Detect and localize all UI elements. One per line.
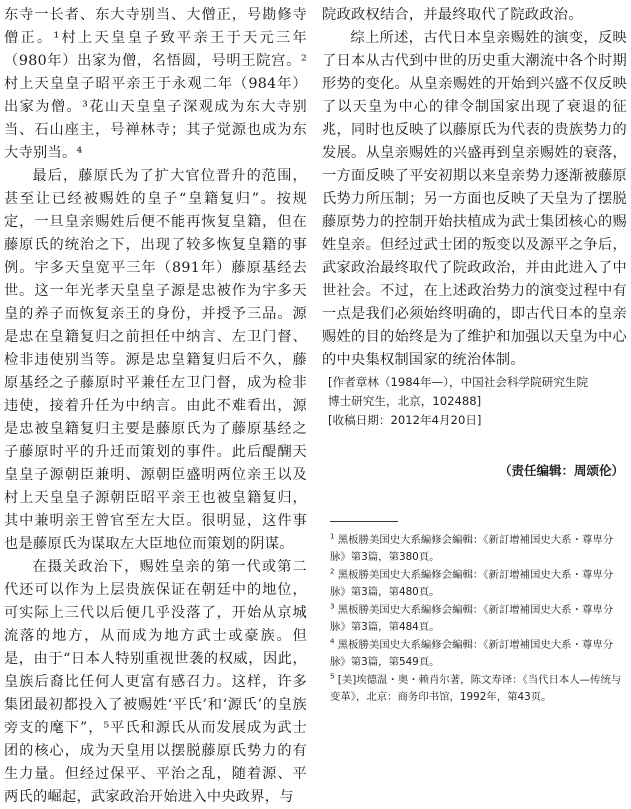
paragraph-1: 东寺一长者、东大寺别当、大僧正，号勘修寺僧正。¹村上天皇皇子致平亲王于天元三年（980年）出家为僧，名悟圆，号明王院宫。²村上天皇皇子昭平亲王于永观二年（984年）出家为僧。³花山天皇皇子深观成为东大寺别当、石山座主，号禅林寺；其子觉源也成为东大寺别当。⁴ (4, 7, 307, 161)
paragraph-4: 院政政权结合，并最终取代了院政政治。 (322, 7, 583, 23)
footnote-number: 1 (330, 532, 335, 541)
footnote-text: 黑板勝美国史大系編修会編輯：《新訂增補国史大系・尊卑分脉》第3篇，第484頁。 (330, 604, 614, 633)
right-column (322, 4, 627, 372)
paragraph-conclusion: 综上所述，古代日本皇亲赐姓的演变，反映了日本从古代到中世的历史重大潮流中各个时期形势的变化。从皇亲赐姓的开始到兴盛不仅反映了以天皇为中心的律令制国家出现了衰退的征兆，同时也反映了以藤原氏为代表的贵族势力的发展。从皇亲赐姓的兴盛再到皇亲赐姓的衰落，一方面反映了平安初期以来皇亲势力逐渐被藤原氏势力所压制；另一方面也反映了天皇为了摆脱藤原势力的控制开始扶植成为武士集团核心的赐姓皇亲。但经过武士团的叛变以及源平之争后，武家政治最终取代了院政政治，并由此进入了中世社会。不过，在上述政治势力的演变过程中有一点是我们必须始终明确的，即古代日本的皇亲赐姓的目的始终是为了维护和加强以天皇为中心的中央集权制国家的统治体制。 (322, 30, 627, 368)
received-date: [收稿日期：2012年4月20日] (328, 413, 482, 427)
footnote-1 (330, 532, 626, 565)
footnote-number: 3 (330, 602, 335, 611)
footnote-number: 2 (330, 567, 335, 576)
author-line-1: [作者章林（1984年—），中国社会科学院研究生院 (328, 375, 589, 389)
footnote-text: [美]埃德温・奥・赖肖尔著，陈文寿译：《当代日本人—传统与变革》，北京：商务印书馆，1992年，第43页。 (330, 674, 622, 703)
footnote-number: 4 (330, 637, 335, 646)
footnote-number: 5 (330, 672, 335, 681)
paragraph-3: 在摄关政治下，赐姓皇亲的第一代或第二代还可以作为上层贵族保证在朝廷中的地位，可实际上三代以后便几乎没落了，开始从京城流落的地方，从而成为地方武士或豪族。但是，由于“日本人特别重视世袭的权威，因此，皇族后裔比任何人更富有感召力。这样，许多集团最初都投入了被赐姓‘平氏’和‘源氏’的皇族旁支的麾下”，⁵平氏和源氏从而发展成为武士团的核心，成为天皇用以摆脱藤原氏势力的有生力量。但经过保平、平治之乱，随着源、平两氏的崛起，武家政治开始进入中央政界，与 (4, 559, 307, 805)
paragraph-2: 最后，藤原氏为了扩大官位晋升的范围，甚至让已经被赐姓的皇子“皇籍复归”。按规定，一旦皇亲赐姓后便不能再恢复皇籍，但在藤原氏的统治之下，出现了较多恢复皇籍的事例。宇多天皇宽平三年（891年）藤原基经去世。这一年光孝天皇皇子源是忠被作为宇多天皇的养子而恢复亲王的身份，并授予三品。源是忠在皇籍复归之前担任中纳言、左卫门督、检非违使别当等。源是忠皇籍复归后不久，藤原基经之子藤原时平兼任左卫门督，成为检非违使，接着升任为中纳言。由此不难看出，源是忠被皇籍复归主要是藤原氏为了藤原基经之子藤原时平的升迁而策划的事件。此后醍醐天皇皇子源朝臣兼明、源朝臣盛明两位亲王以及村上天皇皇子源朝臣昭平亲王也被皇籍复归，其中兼明亲王曾官至左大臣。很明显，这件事也是藤原氏为谋取左大臣地位而策划的阴谋。 (4, 168, 307, 552)
footnote-text: 黑板勝美国史大系編修会編輯：《新訂增補国史大系・尊卑分脉》第3篇，第549頁。 (330, 639, 614, 668)
footnote-text: 黑板勝美国史大系編修会編輯：《新訂增補国史大系・尊卑分脉》第3篇，第480頁。 (330, 569, 614, 598)
footnote-3 (330, 602, 626, 635)
left-column (4, 4, 307, 809)
footnote-4 (330, 637, 626, 670)
author-line-2: 博士研究生，北京，102488] (328, 394, 482, 408)
author-info (328, 373, 624, 430)
footnote-5 (330, 672, 626, 705)
responsible-editor: （责任编辑：周颂伦） (498, 463, 624, 478)
footnote-2 (330, 567, 626, 600)
footnote-divider (330, 521, 398, 522)
footnotes (330, 532, 626, 707)
footnote-text: 黑板勝美国史大系編修会編輯：《新訂增補国史大系・尊卑分脉》第3篇，第380頁。 (330, 534, 614, 563)
